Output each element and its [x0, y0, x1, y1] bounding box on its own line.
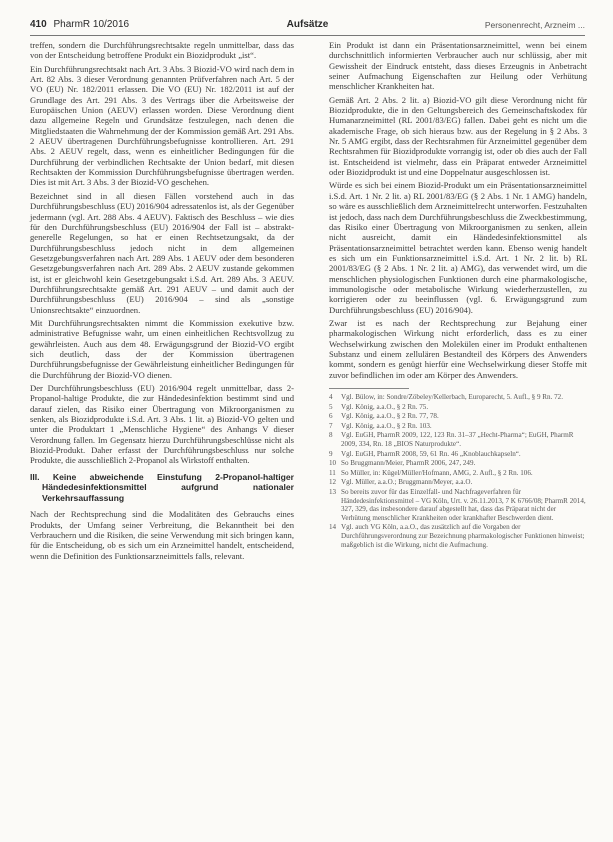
page-number: 410: [30, 19, 47, 30]
paragraph: Ein Durchführungsrechtsakt nach Art. 3 Abs. 3 Biozid-VO wird nach dem in Art. 82 Abs. 3 dieser Verordnung genannten Prüfverfahren nach Art. 5 der VO (EU) Nr. 182/2011 erlassen. Die VO (EU) Nr. 182/2011 ist auf der Grundlage des Art. 291 Abs. 3 des Vertrags über die Arbeitsweise der Europäischen Union (AEUV) erlassen worden. Diese Verordnung dient dazu allgemeine Regeln und Grundsätze festzulegen, nach denen die Mitgliedstaaten die Wahrnehmung der der Kommission gemäß Art. 291 Abs. 2 AEUV übertragenen Durchführungsbefugnisse kontrollieren. Art. 291 Abs. 2 AEUV regelt, dass, wenn es einheitlicher Bedingungen für die Durchführung der verbindlichen Rechtsakte der Union bedarf, mit diesen Rechtsakten der Kommission Durchführungsbefugnisse übertragen werden. Dies ist mit Art. 3 Abs. 3 der Biozid-VO geschehen.: [30, 63, 294, 188]
left-column: [30, 40, 294, 564]
footnote-text: So Bruggmann/Meier, PharmR 2006, 247, 249.: [341, 459, 476, 468]
footnote-number: 5: [329, 402, 333, 411]
right-column: [329, 40, 587, 550]
footnote-text: Vgl. EuGH, PharmR 2008, 59, 61 Rn. 46 „Knoblauchkapseln“.: [341, 449, 521, 458]
header-rule: [30, 35, 585, 36]
running-title: Personenrecht, Arzneim ...: [484, 20, 585, 30]
footnote-number: 6: [329, 412, 333, 421]
footnotes: [329, 393, 587, 549]
paragraph: Der Durchführungsbeschluss (EU) 2016/904 regelt unmittelbar, dass 2-Propanol-haltige Produkte, die zur Händedesinfektion bestimmt sind und darauf zielen, das Risiko einer Übertragung von Mikroorganismen zu senken, als Biozidprodukte i.S.d. Art. 3 Abs. 1 lit. a) Biozid-VO gelten und unter die Produktart 1 „Menschliche Hygiene“ des Anhangs V dieser Verordnung fallen. Im Gegensatz hierzu Durchführungsbeschlüsse nicht als Biozid-Produkt. Daher erfasst der Durchführungsbeschluss nur solche Produkte, die ausschließlich 2-Propanol als Wirkstoff enthalten.: [30, 383, 294, 466]
footnote-number: 11: [329, 468, 336, 477]
paragraph: Zwar ist es nach der Rechtsprechung zur Bejahung einer pharmakologischen Wirkung nicht erforderlich, dass es zu einer Wechselwirkung zwischen den Molekülen einer im Produkt enthaltenen Substanz und einem zellulären Bestandteil des Körpers des Anwenders kommt, sondern es genügt hierfür eine Wechselwirkung dieser Stoffe mit zuvor befindlichen im oder am Körper des Anwenders.: [329, 317, 587, 380]
footnote-number: 4: [329, 393, 333, 401]
footnote-number: 12: [329, 478, 337, 487]
footnote-text: So Müller, in: Kügel/Müller/Hofmann, AMG, 2. Aufl., § 2 Rn. 106.: [341, 468, 533, 477]
footnote: [329, 469, 587, 478]
paragraph: Nach der Rechtsprechung sind die Modalitäten des Gebrauchs eines Produkts, der Umfang seiner Verbreitung, die Bekanntheit bei den Verbrauchern und die Risiken, die seine Verwendung mit sich bringen kann, für die Entscheidung, ob es sich um ein Arzneimittel handelt, entscheidend, wenn die Definition des Funktionsarzneimittels falls, relevant.: [30, 509, 294, 561]
footnote-text: Vgl. Müller, a.a.O.; Bruggmann/Meyer, a.a.O.: [341, 478, 473, 487]
footnote: [329, 523, 587, 549]
footnote: [329, 478, 587, 487]
journal-issue: PharmR 10/2016: [53, 19, 130, 30]
footnote: [329, 431, 587, 448]
paragraph: Bezeichnet sind in all diesen Fällen vorstehend auch in das Durchführungsbeschluss (EU) 2016/904 adressatenlos ist, als der Gegenüber jedermann (vgl. Art. 288 Abs. 4 AEUV). Faktisch des Beschluss – wie dies für den Durchführungsbeschluss (EU) 2016/904 der Fall ist – abstrakt-generelle Regelungen, so hat er einen Rechtsetzungsakt, da der Durchführungsbeschluss jedoch nicht in dem allgemeinen Gesetzgebungsverfahren nach Art. 289 Abs. 1 AEUV oder dem besonderen Gesetzgebungsverfahren nach Art. 289 Abs. 2 AEUV zustande gekommen ist, ist er gleichwohl kein Gesetzgebungsakt i.S.d. Art. 289 Abs. 3 AEUV. Durchführungsrechtsakte gemäß Art. 291 AEUV – und damit auch der Durchführungsbeschluss (EU) 2016/904 – sind als „sonstige Unionsrechtsakte“ einzuordnen.: [30, 190, 294, 315]
footnote: [329, 412, 587, 421]
footnote-number: 10: [329, 459, 337, 468]
section-label: Aufsätze: [286, 19, 329, 30]
page-header: [30, 18, 585, 34]
footnote-text: Vgl. Bülow, in: Sondre/Zöbeley/Kellerbach, Europarecht, 5. Aufl., § 9 Rn. 72.: [341, 393, 563, 401]
footnote: [329, 393, 587, 402]
footnote-number: 13: [329, 487, 337, 496]
footnote-number: 7: [329, 421, 333, 430]
paragraph: Würde es sich bei einem Biozid-Produkt um ein Präsentationsarzneimittel i.S.d. Art. 1 Nr. 2 lit. a) RL 2001/83/EG (§ 2 Abs. 1 Nr. 1 AMG) handeln, so wäre es ausschließlich dem Arzneimittelrecht unterworfen. Festzuhalten ist jedoch, dass nach dem Durchführungsbeschluss die Zweckbestimmung, das Risiko einer Übertragung von Mikroorganismen zu senken, allein nicht ausreicht, damit ein Händedesinfektionsmittel als Präsentationsarzneimittel betrachtet werden kann. Ebenso wenig handelt es sich um ein Funktionsarzneimittel i.S.d. Art. 1 Nr. 2 lit. b) RL 2001/83/EG (§ 2 Abs. 1 Nr. 2 lit. a) AMG), das verwendet wird, um die menschlichen physiologischen Funktionen durch eine pharmakologische, immunologische oder metabolische Wirkung wiederherzustellen, zu korrigieren oder zu beeinflussen (vgl. 6. Erwägungsgrund zum Durchführungsbeschluss (EU) 2016/904).: [329, 180, 587, 315]
paragraph: Gemäß Art. 2 Abs. 2 lit. a) Biozid-VO gilt diese Verordnung nicht für Biozidprodukte, die in den Geltungsbereich des Gemeinschaftskodex für Humanarzneimittel (RL 2001/83/EG) fallen. Dabei geht es nicht um die akademische Frage, ob sich hieraus bzw. aus der Regelung in § 2 Abs. 3 Nr. 5 AMG ergibt, dass der Rechtsrahmen für Arzneimittel gegenüber dem Rechtsrahmen für Biozidprodukte vorrangig ist, oder ob dies auch der Fall ist. Entscheidend ist vielmehr, dass ein Präparat entweder Arzneimittel oder Biozidprodukt ist und eine Doppelnatur ausgeschlossen ist.: [329, 94, 587, 178]
footnote-number: 9: [329, 449, 333, 458]
footnote-text: Vgl. König, a.a.O., § 2 Rn. 75.: [341, 402, 429, 411]
footnote-text: Vgl. König, a.a.O., § 2 Rn. 77, 78.: [341, 412, 439, 421]
footnote: [329, 459, 587, 468]
footnote-text: Vgl. EuGH, PharmR 2009, 122, 123 Rn. 31–37 „Hecht-Pharma“; EuGH, PharmR 2009, 334, Rn. 18 „BIOS Naturprodukte“.: [341, 431, 574, 448]
footnote: [329, 403, 587, 412]
footnote: [329, 450, 587, 459]
footnote-text: So bereits zuvor für das Einzelfall- und Nachfrageverfahren für Händedesinfektionsmittel – VG Köln, Urt. v. 26.11.2013, 7 K 6766/08; PharmR 2014, 327, 329, das insbesondere darauf abgestellt hat, dass das Präparat nicht der Verhütung menschlicher Krankheiten oder krankhafter Beschwerden dient.: [341, 487, 586, 522]
footnote-text: Vgl. König, a.a.O., § 2 Rn. 103.: [341, 421, 432, 430]
section-heading: III. Keine abweichende Einstufung 2-Propanol-haltiger Händedesinfektionsmittel aufgrund nationaler Verkehrsauffassung: [30, 471, 294, 503]
footnote-rule: [329, 388, 409, 389]
footnote-text: Vgl. auch VG Köln, a.a.O., das zusätzlich auf die Vorgaben der Durchführungsverordnung zur Bezeichnung pharmakologischer Funktionen hinweist; maßgeblich ist die Wirkung, nicht die Aufmachung.: [341, 523, 585, 549]
footnote: [329, 488, 587, 522]
footnote-number: 8: [329, 431, 333, 440]
paragraph: Ein Produkt ist dann ein Präsentationsarzneimittel, wenn bei einem durchschnittlich informierten Verbraucher auch nur schlüssig, aber mit Gewissheit der Eindruck entsteht, dass dieses Erzeugnis in Anbetracht seiner Aufmachung Eigenschaften zur Heilung oder Verhütung menschlicher Krankheiten hat.: [329, 40, 587, 92]
paragraph: treffen, sondern die Durchführungsrechtsakte regeln unmittelbar, dass das von der Entscheidung betroffene Produkt ein Biozidprodukt „ist“.: [30, 40, 294, 61]
footnote-number: 14: [329, 523, 337, 532]
paragraph: Mit Durchführungsrechtsakten nimmt die Kommission exekutive bzw. administrative Befugnisse wahr, um einen einheitlichen Rechtsvollzug zu gewährleisten. Auch aus dem 48. Erwägungsgrund der Biozid-VO ergibt sich deutlich, dass der der Kommission übertragenen Durchführungsbefugnisse der Gewährleistung einheitlicher Bedingungen für die Durchführung der Biozid-VO dienen.: [30, 317, 294, 380]
footnote: [329, 422, 587, 431]
